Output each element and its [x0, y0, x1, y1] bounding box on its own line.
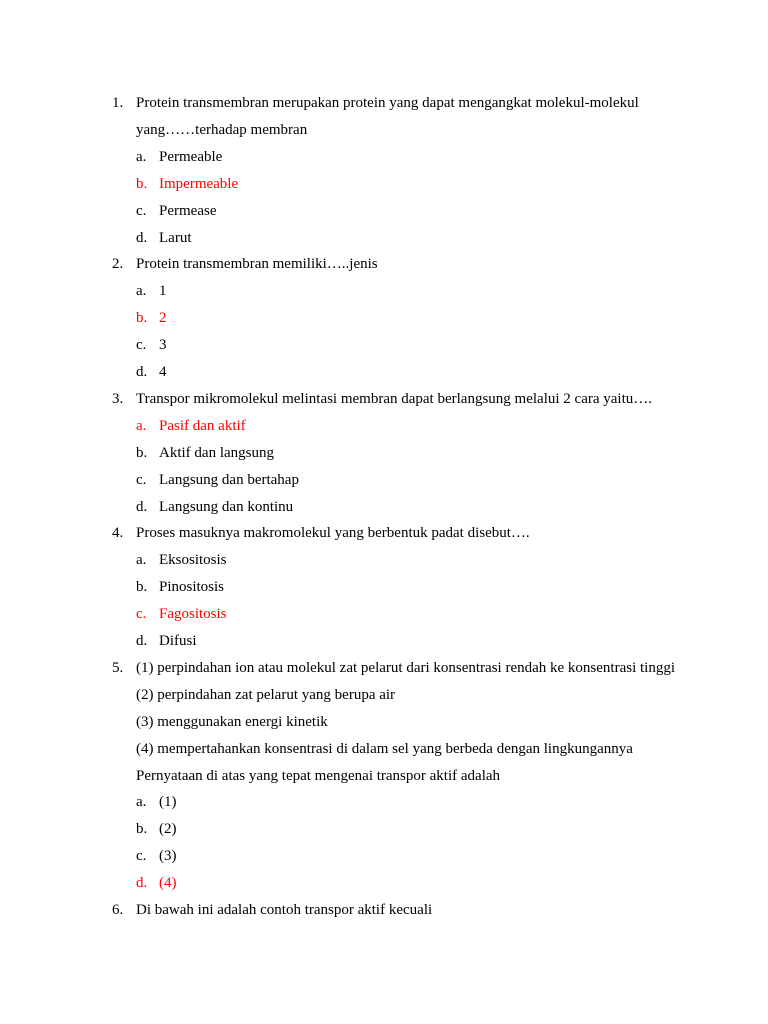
option-letter: d. — [136, 364, 148, 380]
question-number: 3. — [112, 390, 124, 407]
question-number: 5. — [112, 659, 124, 676]
option-text: Aktif dan langsung — [159, 444, 274, 461]
option-letter: b. — [136, 175, 148, 192]
option-text: (1) — [159, 794, 177, 811]
option-letter: a. — [136, 794, 147, 811]
option-letter: b. — [136, 579, 148, 596]
option-text: 2 — [159, 310, 167, 327]
option-text: Fagositosis — [159, 606, 227, 623]
option-letter: d. — [136, 633, 148, 649]
question-number: 4. — [112, 525, 124, 542]
option-letter: b. — [136, 444, 148, 461]
question-text: (2) perpindahan zat pelarut yang berupa air — [136, 686, 396, 703]
option-text: Impermeable — [159, 175, 239, 192]
option-letter: c. — [136, 337, 147, 354]
option-text: Pasif dan aktif — [159, 417, 246, 434]
option-letter: d. — [136, 875, 148, 892]
question-text: Pernyataan di atas yang tepat mengenai transpor aktif adalah — [136, 767, 501, 784]
option-text: 3 — [159, 337, 167, 354]
option-text: (3) — [159, 848, 177, 865]
option-text: Langsung dan bertahap — [159, 471, 299, 488]
option-letter: a. — [136, 148, 147, 165]
option-letter: d. — [136, 229, 148, 246]
option-letter: c. — [136, 202, 147, 219]
option-text: Difusi — [159, 633, 197, 649]
option-text: Pinositosis — [159, 579, 225, 596]
question-number: 2. — [112, 256, 124, 273]
option-letter: a. — [136, 417, 147, 434]
question-text: (3) menggunakan energi kinetik — [136, 713, 328, 730]
option-letter: d. — [136, 498, 148, 515]
question-text: (1) perpindahan ion atau molekul zat pelarut dari konsentrasi rendah ke konsentrasi tinggi — [136, 659, 675, 676]
option-text: Langsung dan kontinu — [159, 498, 294, 515]
option-letter: c. — [136, 848, 147, 865]
option-text: Larut — [159, 229, 192, 246]
option-text: 4 — [159, 364, 167, 380]
question-text: Protein transmembran merupakan protein yang dapat mengangkat molekul-molekul — [136, 95, 639, 111]
question-number: 6. — [112, 902, 124, 918]
question-text: yang……terhadap membran — [136, 121, 308, 138]
option-letter: b. — [136, 310, 148, 327]
option-text: Permease — [159, 202, 217, 219]
option-text: 1 — [159, 283, 167, 300]
question-text: Proses masuknya makromolekul yang berbentuk padat disebut…. — [136, 525, 530, 542]
option-letter: a. — [136, 552, 147, 569]
option-text: Eksositosis — [159, 552, 227, 569]
question-text: (4) mempertahankan konsentrasi di dalam sel yang berbeda dengan lingkungannya — [136, 740, 633, 757]
option-text: Permeable — [159, 148, 223, 165]
option-text: (4) — [159, 875, 177, 892]
option-text: (2) — [159, 821, 177, 838]
question-text: Protein transmembran memiliki…..jenis — [136, 256, 378, 273]
option-letter: c. — [136, 606, 147, 623]
option-letter: a. — [136, 283, 147, 300]
question-number: 1. — [112, 95, 124, 111]
question-text: Transpor mikromolekul melintasi membran dapat berlangsung melalui 2 cara yaitu…. — [136, 390, 652, 407]
option-letter: b. — [136, 821, 148, 838]
option-letter: c. — [136, 471, 147, 488]
question-text: Di bawah ini adalah contoh transpor aktif kecuali — [136, 902, 433, 918]
